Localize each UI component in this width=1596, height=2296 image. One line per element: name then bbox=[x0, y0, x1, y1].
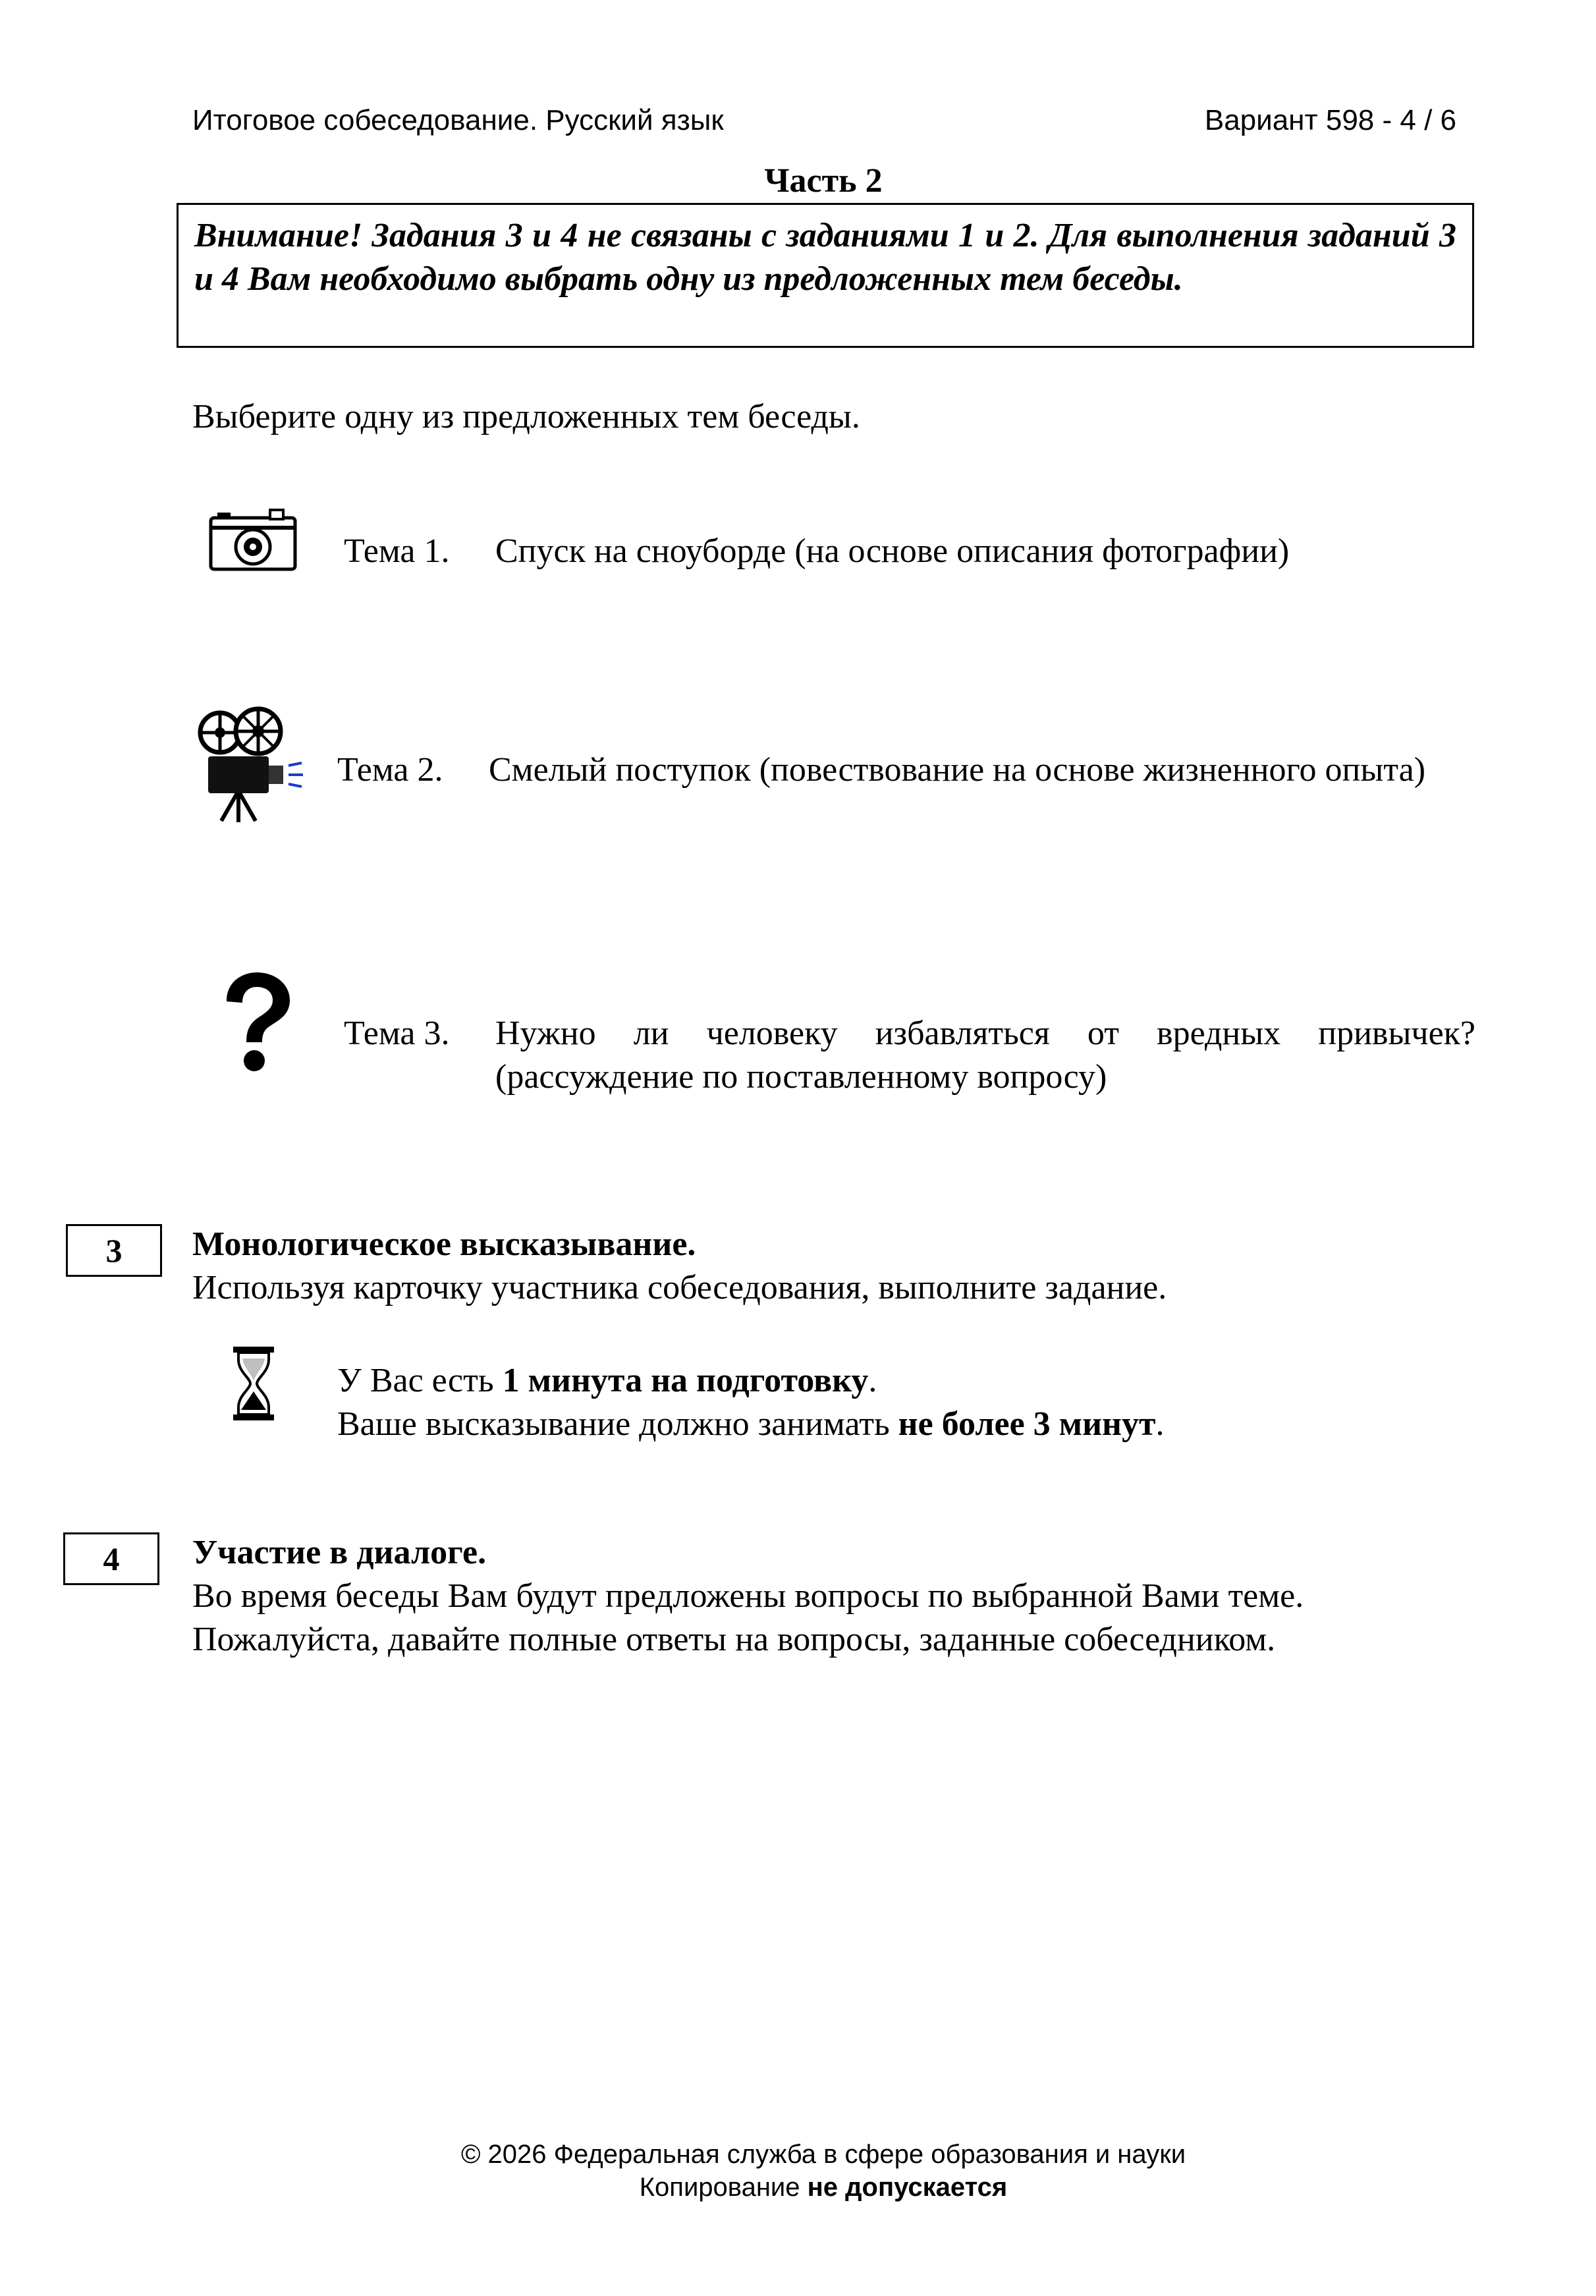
task-3-limit-prefix: Ваше высказывание должно занимать bbox=[337, 1405, 898, 1443]
footer-copying-prefix: Копирование bbox=[639, 2173, 808, 2202]
task-3-prep bbox=[337, 1359, 877, 1403]
task-3-instruction: Используя карточку участника собеседования, выполните задание. bbox=[192, 1269, 1167, 1306]
task-3-prep-prefix: У Вас есть bbox=[337, 1362, 503, 1399]
hourglass-icon bbox=[231, 1344, 277, 1423]
task-3-limit bbox=[337, 1403, 1165, 1446]
camera-icon bbox=[207, 507, 299, 573]
header-variant: Вариант 598 - 4 / 6 bbox=[1204, 104, 1456, 136]
task-4-number: 4 bbox=[63, 1532, 159, 1585]
header-title: Итоговое собеседование. Русский язык bbox=[192, 104, 724, 136]
task-3-prep-suffix: . bbox=[868, 1362, 877, 1399]
task-4-title: Участие в диалоге. bbox=[192, 1534, 487, 1571]
question-mark-icon bbox=[213, 968, 299, 1074]
part-title: Часть 2 bbox=[764, 162, 883, 200]
task-3-limit-suffix: . bbox=[1155, 1405, 1165, 1443]
task-3-title: Монологическое высказывание. bbox=[192, 1225, 696, 1263]
task-4-line-1: Во время беседы Вам будут предложены вопросы по выбранной Вами теме. bbox=[192, 1577, 1304, 1615]
topic-3[interactable] bbox=[198, 968, 1475, 1120]
footer-copying bbox=[0, 2173, 1596, 2202]
task-3-limit-bold: не более 3 минут bbox=[898, 1405, 1156, 1443]
footer-copyright: © 2026 Федеральная служба в сфере образования и науки bbox=[460, 2140, 1186, 2169]
topic-1-text: Спуск на сноуборде (на основе описания фотографии) bbox=[495, 532, 1290, 570]
topic-1[interactable] bbox=[198, 501, 1475, 593]
footer-copying-bold: не допускается bbox=[807, 2173, 1008, 2202]
film-projector-icon bbox=[191, 705, 310, 824]
task-4-block bbox=[192, 1531, 1477, 1662]
topic-2-text: Смелый поступок (повествование на основе жизненного опыта) bbox=[489, 751, 1426, 789]
notice-text: Внимание! Задания 3 и 4 не связаны с заданиями 1 и 2. Для выполнения заданий 3 и 4 Вам необходимо выбрать одну из предложенных тем беседы. bbox=[194, 217, 1456, 298]
topic-1-label: Тема 1. bbox=[344, 532, 450, 570]
intro-text: Выберите одну из предложенных тем беседы. bbox=[192, 398, 860, 435]
task-3-prep-bold: 1 минута на подготовку bbox=[502, 1362, 869, 1399]
topic-3-label: Тема 3. bbox=[344, 1015, 450, 1052]
topic-2[interactable] bbox=[191, 705, 1475, 837]
task-4-line-2: Пожалуйста, давайте полные ответы на вопросы, заданные собеседником. bbox=[192, 1621, 1276, 1658]
task-3-block bbox=[192, 1223, 1477, 1310]
task-3-number: 3 bbox=[66, 1224, 162, 1277]
notice-box bbox=[177, 203, 1474, 348]
topic-3-text: Нужно ли человеку избавляться от вредных привычек? (рассуждение по поставленному вопросу) bbox=[495, 1015, 1475, 1096]
topic-2-label: Тема 2. bbox=[337, 751, 443, 789]
